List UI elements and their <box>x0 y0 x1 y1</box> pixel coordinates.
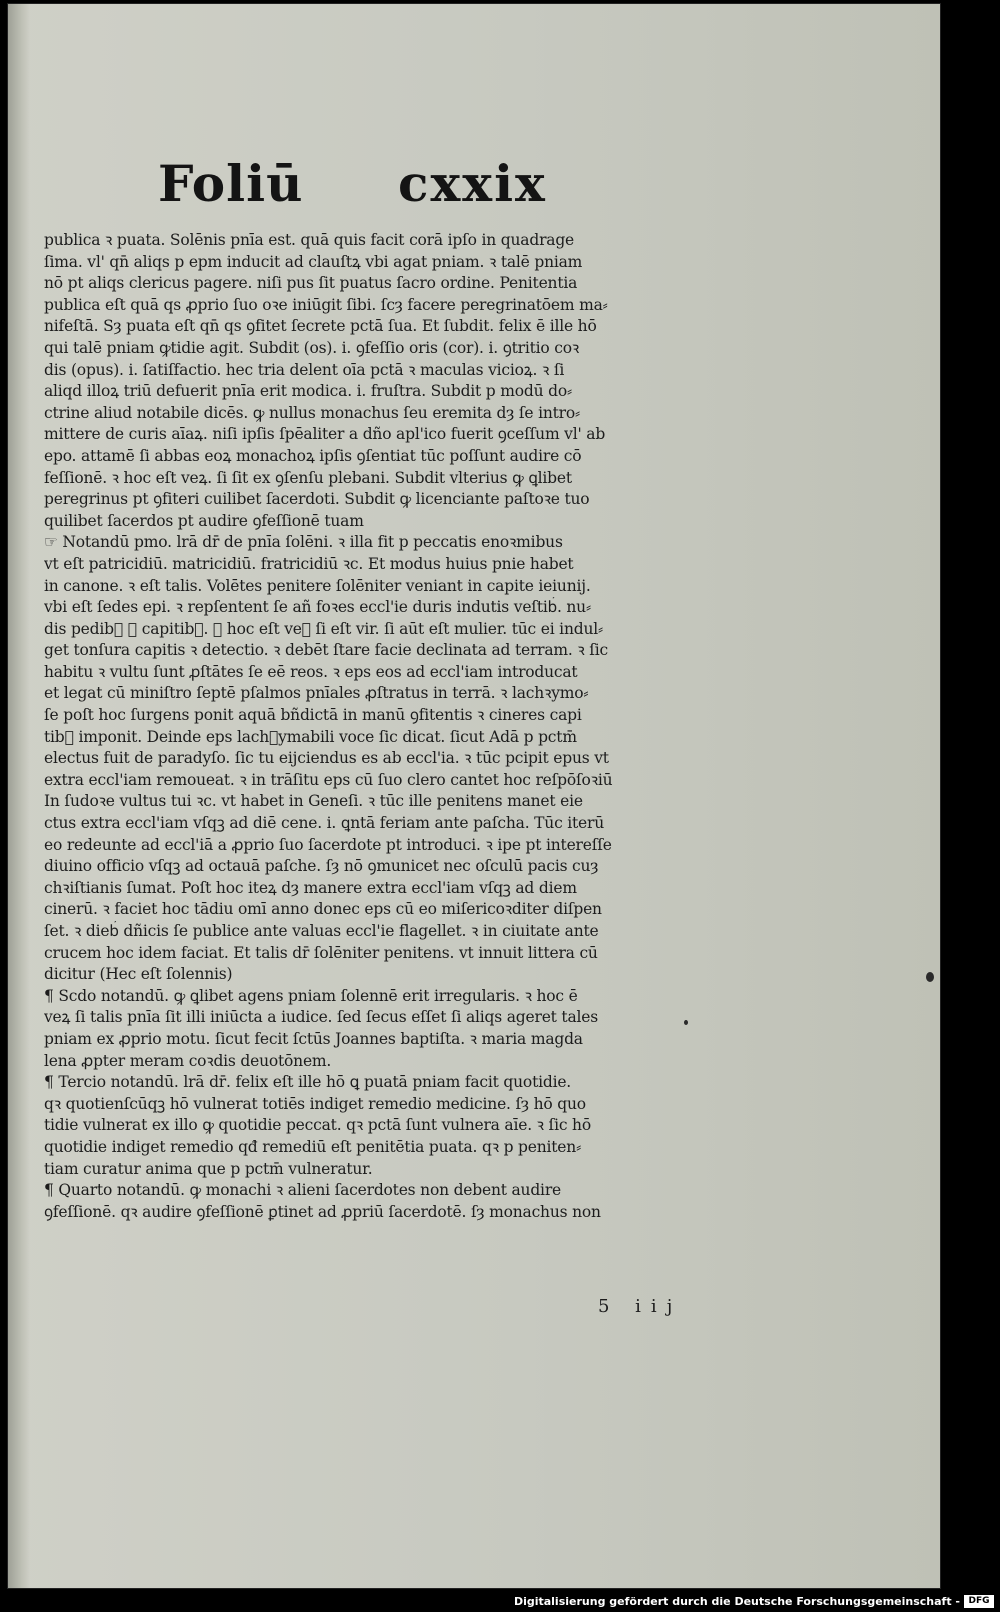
text-line: ctus extra eccl'iam vſqꝫ ad diē cene. i. ꝗntā feriam ante paſcha. Tūc iterū <box>44 814 605 833</box>
text-line: In ſudoꝛe vultus tui ꝛc. vt habet in Geneſi. ꝛ tūc ille penitens manet eie <box>44 792 583 811</box>
text-line: diuino officio vſqꝫ ad octauā paſche. ſȝ nō ꝯmunicet nec oſculū pacis cuȝ <box>44 857 599 876</box>
book-page <box>8 4 940 1588</box>
text-line: nifeſtā. Sȝ puata eſt qn̄ qs ꝯfitet ſecrete pctā ſua. Et ſubdit. felix ē ille hō <box>44 317 597 336</box>
text-line: veꝝ ſi talis pnīa ſit illi iniūcta a iudice. ſed ſecus eſſet ſi aliqs ageret tales <box>44 1008 598 1027</box>
text-line: tiam curatur anima que p pctm̄ vulneratur. <box>44 1159 373 1178</box>
text-line: crucem hoc idem faciat. Et talis dr̄ ſolēniter penitens. vt innuit littera cū <box>44 943 598 962</box>
text-line: ¶ Tercio notandū. lrā dr̄. felix eſt ille hō ꝗ puatā pniam facit quotidie. <box>44 1073 572 1092</box>
ink-spot <box>926 972 934 982</box>
text-line: quotidie indiget remedio qđ remediū eſt penitētia puata. qꝛ p peniten⸗ <box>44 1137 582 1156</box>
text-line: ꝯfeſſionē. qꝛ audire ꝯfeſſionē ꝑtinet ad ꝓpriū ſacerdotē. ſȝ monachus non <box>44 1202 601 1221</box>
folio-label: Foliū <box>158 154 304 213</box>
text-line: et legat cū miniſtro ſeptē pſalmos pnīales ꝓſtratus in terrā. ꝛ lachꝛymo⸗ <box>44 684 589 703</box>
text-line: publica ꝛ puata. Solēnis pnīa est. quā quis facit corā ipſo in quadrage <box>44 231 575 249</box>
text-line: cinerū. ꝛ faciet hoc tādiu omī anno donec eps cū eo miſericoꝛditer diſpen <box>44 900 602 919</box>
folio-number: cxxix <box>398 154 547 213</box>
footer-bar <box>0 1590 1000 1612</box>
text-line: get tonſura capitis ꝛ detectio. ꝛ debēt ſtare facie declinata ad terram. ꝛ ſic <box>44 641 609 660</box>
text-line: tidie vulnerat ex illo ꝙ quotidie peccat. qꝛ pctā ſunt vulnera aīe. ꝛ ſic hō <box>44 1116 591 1135</box>
text-line: chꝛiſtianis ſumat. Poſt hoc iteꝝ dȝ manere extra eccl'iam vſqꝫ ad diem <box>44 878 577 897</box>
footer-credit: Digitalisierung gefördert durch die Deutsche Forschungsgemeinschaft - <box>513 1595 960 1608</box>
text-line: pniam ex ꝓprio motu. ſicut fecit ſctūs Joannes baptiſta. ꝛ maria magda <box>44 1029 583 1048</box>
text-line: in canone. ꝛ eſt talis. Volētes penitere ſolēniter veniant in capite ieiunij. <box>44 576 591 595</box>
dfg-logo: DFG <box>964 1595 994 1608</box>
text-line: eo redeunte ad eccl'iā a ꝓprio ſuo ſacerdote pt introduci. ꝛ ipe pt intereſſe <box>44 835 612 854</box>
text-line: ſet. ꝛ dieb᷒ dñicis ſe publice ante valuas eccl'ie flagellet. ꝛ in ciuitate ante <box>44 922 599 940</box>
text-line: habitu ꝛ vultu ſunt ꝓſtātes ſe eē reos. ꝛ eps eos ad eccl'iam introducat <box>44 662 578 681</box>
text-line: mittere de curis aīaꝝ. niſi ipſis ſpēaliter a dño apl'ico fuerit ꝯceſſum vl' ab <box>44 425 606 444</box>
text-line: epo. attamē ſi abbas eoꝝ monachoꝝ ipſis ꝯſentiat tūc poſſunt audire cō <box>44 446 582 465</box>
text-line: tib᷒ imponit. Deinde eps lachꝛymabili voce ſic dicat. ſicut Adā p pctm̄ <box>44 727 577 746</box>
text-line: nō pt aliqs clericus pagere. niſi pus ſit puatus ſacro ordine. Penitentia <box>44 274 578 293</box>
main-text-block <box>44 230 706 1223</box>
text-line: vbi eſt ſedes epi. ꝛ repſentent ſe añ foꝛes eccl'ie duris indutis veſtib᷒. nu⸗ <box>44 598 591 617</box>
page-gutter <box>8 4 30 1588</box>
text-line: quilibet ſacerdos pt audire ꝯfeſſionē tuam <box>44 511 364 530</box>
text-line: vt eſt patricidiū. matricidiū. fratricidiū ꝛc. Et modus huius pnie habet <box>44 554 574 573</box>
text-line: dis pedib᷒ ꝛ capitib᷒. ꝛ hoc eſt veꝝ ſi eſt vir. ſi aūt eſt mulier. tūc ei indul⸗ <box>44 619 603 638</box>
text-line: electus fuit de paradyſo. ſic tu eijciendus es ab eccl'ia. ꝛ tūc pcipit epus vt <box>44 749 609 768</box>
signature-mark: 5 iij <box>598 1296 683 1317</box>
text-line: qꝛ quotienſcūqꝫ hō vulnerat totiēs indiget remedio medicine. ſȝ hō quo <box>44 1094 586 1113</box>
text-line: ☞ Notandū pmo. lrā dr̄ de pnīa ſolēni. ꝛ illa fit p peccatis enoꝛmibus <box>44 533 563 552</box>
text-line: feſſionē. ꝛ hoc eſt veꝝ. ſi ſit ex ꝯſenſu plebani. Subdit vlterius ꝙ ꝗlibet <box>44 468 572 487</box>
text-line: extra eccl'iam remoueat. ꝛ in trāſitu eps cū ſuo clero cantet hoc reſpōſoꝛiū <box>44 770 613 789</box>
text-line: qui talē pniam ꝙtidie agit. Subdit (os). i. ꝯfeſſio oris (cor). i. ꝯtritio coꝛ <box>44 338 580 357</box>
text-line: dis (opus). i. ſatiſfactio. hec tria delent oīa pctā ꝛ maculas vicioꝝ. ꝛ ſi <box>44 360 565 379</box>
text-line: lena ꝓpter meram coꝛdis deuotōnem. <box>44 1051 332 1070</box>
text-line: peregrinus pt ꝯfiteri cuilibet ſacerdoti. Subdit ꝙ licenciante paſtoꝛe tuo <box>44 490 590 509</box>
folio-header <box>8 154 940 224</box>
text-line: ſima. vl' qn̄ aliqs p epm inducit ad clauſtꝝ vbi agat pniam. ꝛ talē pniam <box>44 252 583 271</box>
text-line: ¶ Scdo notandū. ꝙ ꝗlibet agens pniam ſolennē erit irregularis. ꝛ hoc ē <box>44 986 578 1005</box>
text-line: ¶ Quarto notandū. ꝙ monachi ꝛ alieni ſacerdotes non debent audire <box>44 1181 561 1200</box>
text-line: aliqd illoꝝ triū defuerit pnīa erit modica. i. fruſtra. Subdit p modū do⸗ <box>44 382 572 401</box>
text-line: dicitur (Hec eſt ſolennis) <box>44 965 233 984</box>
text-line: publica eſt quā qs ꝓprio ſuo oꝛe iniūgit ſibi. ſcȝ facere peregrinatōem ma⸗ <box>44 295 608 314</box>
text-line: ſe poſt hoc ſurgens ponit aquā bñdictā in manū ꝯfitentis ꝛ cineres capi <box>44 706 582 725</box>
ink-spot <box>684 1020 688 1025</box>
text-line: ctrine aliud notabile dicēs. ꝙ nullus monachus ſeu eremita dȝ ſe intro⸗ <box>44 403 580 422</box>
